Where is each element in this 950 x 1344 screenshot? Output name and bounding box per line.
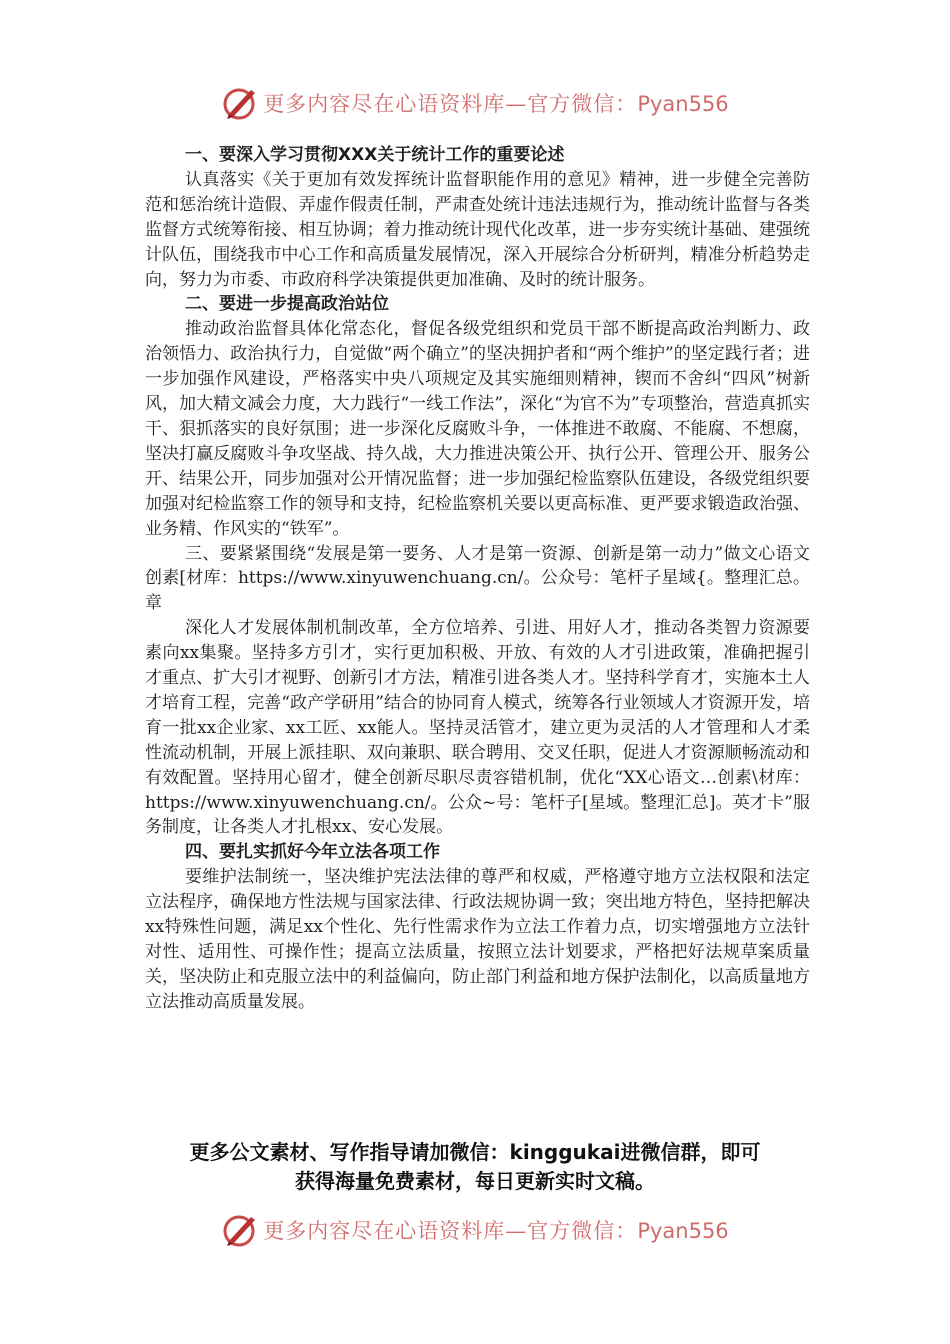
- section-heading-3: 三、要紧紧围绕“发展是第一要务、人才是第一资源、创新是第一动力”做文心语文创素[材库：https://www.xinyuwenchuang.cn/。公众号：笔杆子星域{。整理汇总。章: [145, 543, 810, 614]
- footer-line-2: 获得海量免费素材，每日更新实时文稿。: [295, 1169, 655, 1193]
- paragraph-4: 要维护法制统一，坚决维护宪法法律的尊严和权威，严格遵守地方立法权限和法定立法程序，确保地方性法规与国家法律、行政法规协调一致；突出地方特色，坚持把解决xx特殊性问题，满足xx个性化、先行性需求作为立法工作着力点，切实增强地方立法针对性、适用性、可操作性；提高立法质量，按照立法计划要求，严格把好法规草案质量关，坚决防止和克服立法中的利益偏向，防止部门利益和地方保护法制化，以高质量地方立法推动高质量发展。: [145, 867, 810, 1012]
- paragraph-2: 推动政治监督具体化常态化，督促各级党组织和党员干部不断提高政治判断力、政治领悟力、政治执行力，自觉做“两个确立”的坚决拥护者和“两个维护”的坚定践行者；进一步加强作风建设，严格落实中央八项规定及其实施细则精神，锲而不舍纠“四风”树新风，加大精文减会力度，大力践行“一线工作法”，深化“为官不为”专项整治，营造真抓实干、狠抓落实的良好氛围；进一步深化反腐败斗争，一体推进不敢腐、不能腐、不想腐，坚决打赢反腐败斗争攻坚战、持久战，大力推进决策公开、执行公开、管理公开、服务公开、结果公开，同步加强对公开情况监督；进一步加强纪检监察队伍建设，各级党组织要加强对纪检监察工作的领导和支持，纪检监察机关要以更高标准、更严要求锻造政治强、业务精、作风实的“铁军”。: [145, 319, 810, 539]
- banner-text: 更多内容尽在心语资料库—官方微信：Pyan556: [263, 1219, 729, 1243]
- pen-logo-icon: [221, 1211, 259, 1249]
- paragraph-3: 深化人才发展体制机制改革，全方位培养、引进、用好人才，推动各类智力资源要素向xx集聚。坚持多方引才，实行更加积极、开放、有效的人才引进政策，准确把握引才重点、扩大引才视野、创新引才方法，精准引进各类人才。坚持科学育才，实施本土人才培育工程，完善“政产学研用”结合的协同育人模式，统筹各行业领域人才资源开发，培育一批xx企业家、xx工匠、xx能人。坚持灵活管才，建立更为灵活的人才管理和人才柔性流动机制，开展上派挂职、双向兼职、联合聘用、交叉任职，促进人才资源顺畅流动和有效配置。坚持用心留才，健全创新尽职尽责容错机制，优化“XX心语文…创素\材库：https://www.xinyuwenchuang.cn/。公众~号：笔杆子[星域。整理汇总]。英才卡”服务制度，让各类人才扎根xx、安心发展。: [145, 618, 810, 838]
- paragraph-1: 认真落实《关于更加有效发挥统计监督职能作用的意见》精神，进一步健全完善防范和惩治统计造假、弄虚作假责任制，严肃查处统计违法违规行为，推动统计监督与各类监督方式统筹衔接、相互协调；着力推动统计现代化改革，进一步夯实统计基础、建强统计队伍，围绕我市中心工作和高质量发展情况，深入开展综合分析研判，精准分析趋势走向，努力为市委、市政府科学决策提供更加准确、及时的统计服务。: [145, 169, 810, 290]
- banner-text: 更多内容尽在心语资料库—官方微信：Pyan556: [263, 92, 729, 116]
- pen-logo-icon: [221, 84, 259, 122]
- document-body: [145, 143, 810, 1015]
- footer-banner: [0, 1205, 950, 1255]
- header-banner: [0, 78, 950, 128]
- section-heading-1: 一、要深入学习贯彻XXX关于统计工作的重要论述: [185, 145, 565, 165]
- section-heading-2: 二、要进一步提高政治站位: [185, 294, 389, 315]
- section-heading-4: 四、要扎实抓好今年立法各项工作: [185, 842, 440, 863]
- footer-line-1: 更多公文素材、写作指导请加微信：kinggukai进微信群，即可: [189, 1140, 761, 1164]
- footer-note: [100, 1138, 850, 1196]
